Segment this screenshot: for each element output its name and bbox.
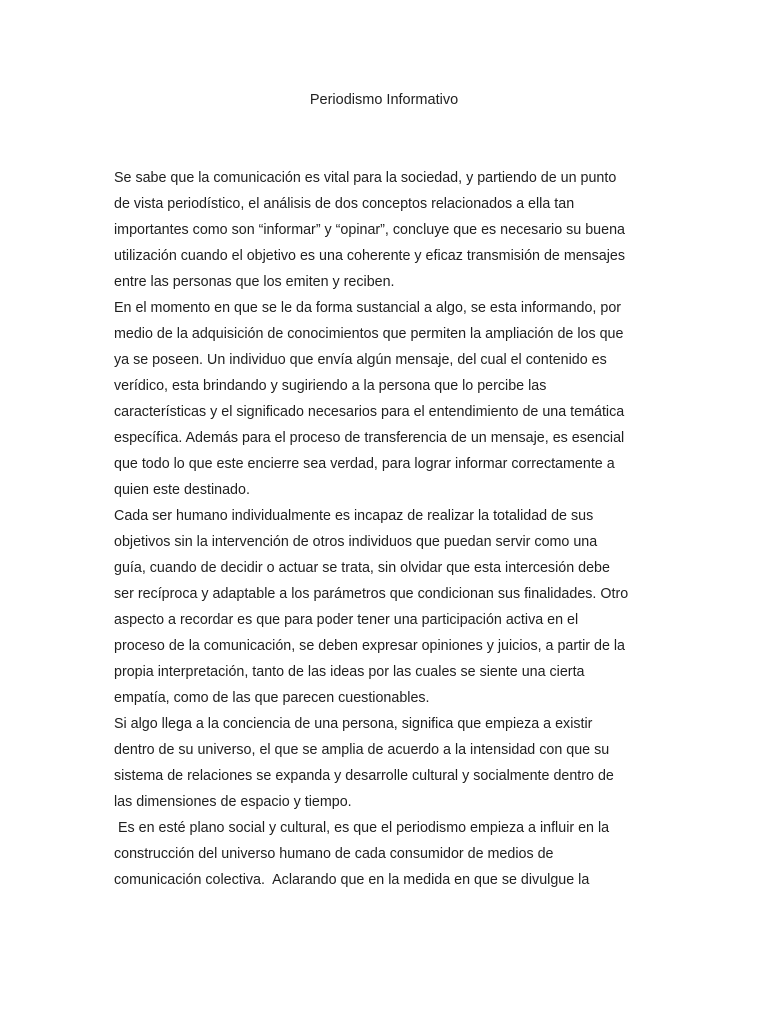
- paragraph: [114, 503, 654, 711]
- text-line: aspecto a recordar es que para poder tener una participación activa en el: [114, 612, 579, 628]
- text-line: Si algo llega a la conciencia de una persona, significa que empieza a existir: [114, 716, 593, 732]
- text-line: Se sabe que la comunicación es vital para la sociedad, y partiendo de un punto: [114, 170, 617, 186]
- text-line: comunicación colectiva. Aclarando que en la medida en que se divulgue la: [114, 872, 590, 888]
- text-line: empatía, como de las que parecen cuestionables.: [114, 690, 430, 706]
- text-line: utilización cuando el objetivo es una coherente y eficaz transmisión de mensajes: [114, 248, 626, 264]
- paragraph: [114, 815, 654, 893]
- text-line: características y el significado necesarios para el entendimiento de una temática: [114, 404, 625, 420]
- text-line: guía, cuando de decidir o actuar se trata, sin olvidar que esta intercesión debe: [114, 560, 610, 576]
- text-line: entre las personas que los emiten y reciben.: [114, 274, 395, 290]
- paragraph: [114, 295, 654, 503]
- text-line: específica. Además para el proceso de transferencia de un mensaje, es esencial: [114, 430, 625, 446]
- document-body: [114, 165, 654, 893]
- text-line: dentro de su universo, el que se amplia de acuerdo a la intensidad con que su: [114, 742, 610, 758]
- paragraph: [114, 165, 654, 295]
- text-line: Cada ser humano individualmente es incapaz de realizar la totalidad de sus: [114, 508, 594, 524]
- text-line: verídico, esta brindando y sugiriendo a la persona que lo percibe las: [114, 378, 547, 394]
- text-line: que todo lo que este encierre sea verdad, para lograr informar correctamente a: [114, 456, 615, 472]
- document-title: Periodismo Informativo: [309, 92, 459, 108]
- text-line: importantes como son “informar” y “opinar”, concluye que es necesario su buena: [114, 222, 625, 238]
- text-line: de vista periodístico, el análisis de dos conceptos relacionados a ella tan: [114, 196, 575, 212]
- paragraph: [114, 711, 654, 815]
- text-line: quien este destinado.: [114, 482, 250, 498]
- text-line: medio de la adquisición de conocimientos que permiten la ampliación de los que: [114, 326, 624, 342]
- text-line: construcción del universo humano de cada consumidor de medios de: [114, 846, 554, 862]
- text-line: objetivos sin la intervención de otros individuos que puedan servir como una: [114, 534, 598, 550]
- text-line: propia interpretación, tanto de las ideas por las cuales se siente una cierta: [114, 664, 585, 680]
- text-line: sistema de relaciones se expanda y desarrolle cultural y socialmente dentro de: [114, 768, 614, 784]
- text-line: las dimensiones de espacio y tiempo.: [114, 794, 352, 810]
- text-line: ya se poseen. Un individuo que envía algún mensaje, del cual el contenido es: [114, 352, 607, 368]
- text-line: ser recíproca y adaptable a los parámetros que condicionan sus finalidades. Otro: [114, 586, 629, 602]
- text-line: En el momento en que se le da forma sustancial a algo, se esta informando, por: [114, 300, 622, 316]
- text-line: Es en esté plano social y cultural, es que el periodismo empieza a influir en la: [114, 820, 610, 836]
- text-line: proceso de la comunicación, se deben expresar opiniones y juicios, a partir de la: [114, 638, 626, 654]
